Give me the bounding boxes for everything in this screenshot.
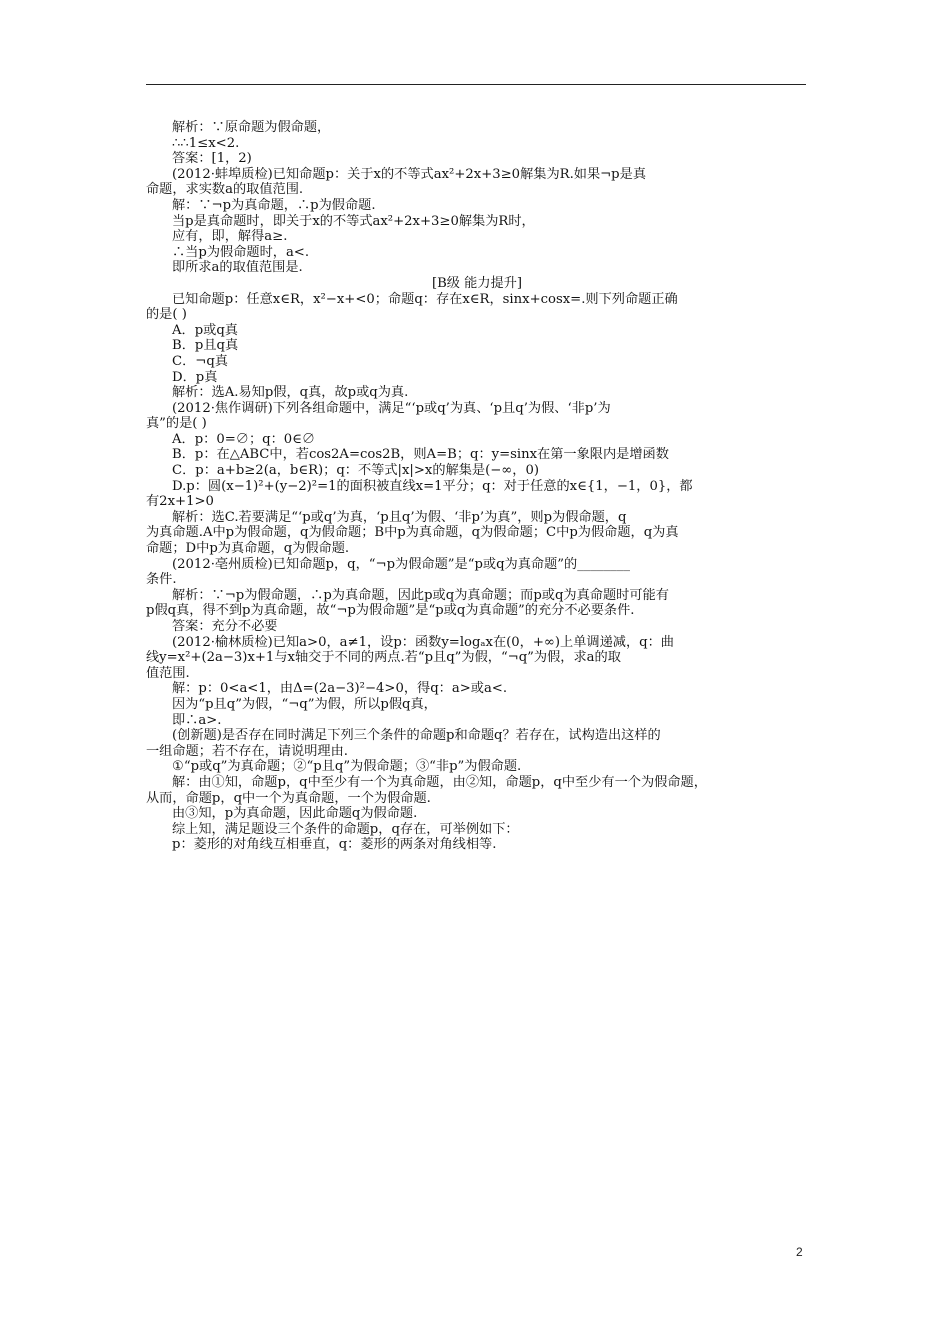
text-line: (2012·焦作调研)下列各组命题中，满足“‘p或q’为真、‘p且q’为假、‘非p’为 xyxy=(172,400,611,416)
text-line: A．p：0=∅；q：0∈∅ xyxy=(172,431,316,447)
text-line: 命题；D中p为真命题，q为假命题. xyxy=(146,541,350,557)
text-line: 解析：∵原命题为假命题， xyxy=(172,120,331,135)
text-line: (2012·亳州质检)已知命题p，q，“¬p为假命题”是“p或q为真命题”的________ xyxy=(172,556,630,572)
text-line: 有2x+1>0 xyxy=(146,494,214,510)
text-line: ①“p或q”为真命题；②“p且q”为假命题；③“非p”为假命题. xyxy=(172,759,522,775)
text-line: 的是( ) xyxy=(146,307,187,323)
text-line: A．p或q真 xyxy=(172,322,238,338)
text-line: 解：由①知，命题p，q中至少有一个为真命题，由②知，命题p，q中至少有一个为假命题， xyxy=(172,774,707,790)
page-number: 2 xyxy=(796,1245,803,1259)
text-line: 条件. xyxy=(146,572,177,588)
text-line: p假q真，得不到p为真命题，故“¬p为假命题”是“p或q为真命题”的充分不必要条件. xyxy=(146,603,635,619)
text-line: 当p是真命题时，即关于x的不等式ax²+2x+3≥0解集为R时， xyxy=(172,213,535,229)
text-line: 解析：选C.若要满足“‘p或q’为真，‘p且q’为假、‘非p’为真”，则p为假命题，q xyxy=(172,509,627,525)
text-line: (2012·榆林质检)已知a>0，a≠1，设p：函数y=logₐx在(0，+∞)上单调递减，q：曲 xyxy=(172,634,674,650)
text-line: 已知命题p：任意x∈R，x²−x+<0；命题q：存在x∈R，sinx+cosx=.则下列命题正确 xyxy=(172,291,678,307)
text-line: C．p：a+b≥2(a，b∈R)；q：不等式|x|>x的解集是(−∞，0) xyxy=(172,463,540,479)
text-line: 综上知，满足题设三个条件的命题p，q存在，可举例如下： xyxy=(172,821,519,837)
header-rule xyxy=(146,84,806,85)
text-line: (创新题)是否存在同时满足下列三个条件的命题p和命题q？若存在，试构造出这样的 xyxy=(172,728,661,744)
text-line: 答案：[1，2) xyxy=(172,151,252,167)
text-line: 应有，即，解得a≥. xyxy=(172,229,288,245)
text-line: 一组命题；若不存在，请说明理由. xyxy=(146,743,349,759)
text-line: 由③知，p为真命题，因此命题q为假命题. xyxy=(172,806,418,822)
document-body xyxy=(146,120,808,853)
text-line: (2012·蚌埠质检)已知命题p：关于x的不等式ax²+2x+3≥0解集为R.如果¬p是真 xyxy=(172,166,647,182)
text-line: 线y=x²+(2a−3)x+1与x轴交于不同的两点.若“p且q”为假，“¬q”为假，求a的取 xyxy=(146,650,621,666)
text-line: 真”的是( ) xyxy=(146,416,207,432)
text-line: 解析：∵¬p为假命题，∴p为真命题，因此p或q为真命题；而p或q为真命题时可能有 xyxy=(172,587,669,603)
text-line: 命题，求实数a的取值范围. xyxy=(146,182,304,198)
text-line: 即所求a的取值范围是. xyxy=(172,260,303,276)
text-line: D.p：圆(x−1)²+(y−2)²=1的面积被直线x=1平分；q：对于任意的x∈{1，−1，0}，都 xyxy=(172,478,693,494)
text-line: ∴∴1≤x<2. xyxy=(172,135,240,151)
text-line: 解：p：0<a<1，由Δ=(2a−3)²−4>0，得q：a>或a<. xyxy=(172,681,508,697)
text-line: B．p且q真 xyxy=(172,338,239,354)
text-line: [B级 能力提升] xyxy=(431,275,523,291)
text-line: C．¬q真 xyxy=(172,353,228,369)
text-line: ∴当p为假命题时，a<. xyxy=(172,244,310,260)
text-line: 解：∵¬p为真命题，∴p为假命题. xyxy=(172,197,376,213)
text-line: p：菱形的对角线互相垂直，q：菱形的两条对角线相等. xyxy=(172,837,497,853)
text-line: 解析：选A.易知p假，q真，故p或q为真. xyxy=(172,385,409,401)
text-line: 值范围. xyxy=(146,665,190,681)
text-line: 为真命题.A中p为假命题，q为假命题；B中p为真命题，q为假命题；C中p为假命题，q为真 xyxy=(146,525,679,541)
text-line: 即∴a>. xyxy=(172,712,222,728)
text-line: 答案：充分不必要 xyxy=(172,619,278,634)
text-line: 从而，命题p，q中一个为真命题，一个为假命题. xyxy=(146,790,431,806)
text-line: 因为“p且q”为假，“¬q”为假，所以p假q真， xyxy=(172,696,437,712)
text-line: D．p真 xyxy=(172,369,218,385)
text-line: B．p：在△ABC中，若cos2A=cos2B，则A=B；q：y=sinx在第一象限内是增函数 xyxy=(172,447,669,463)
